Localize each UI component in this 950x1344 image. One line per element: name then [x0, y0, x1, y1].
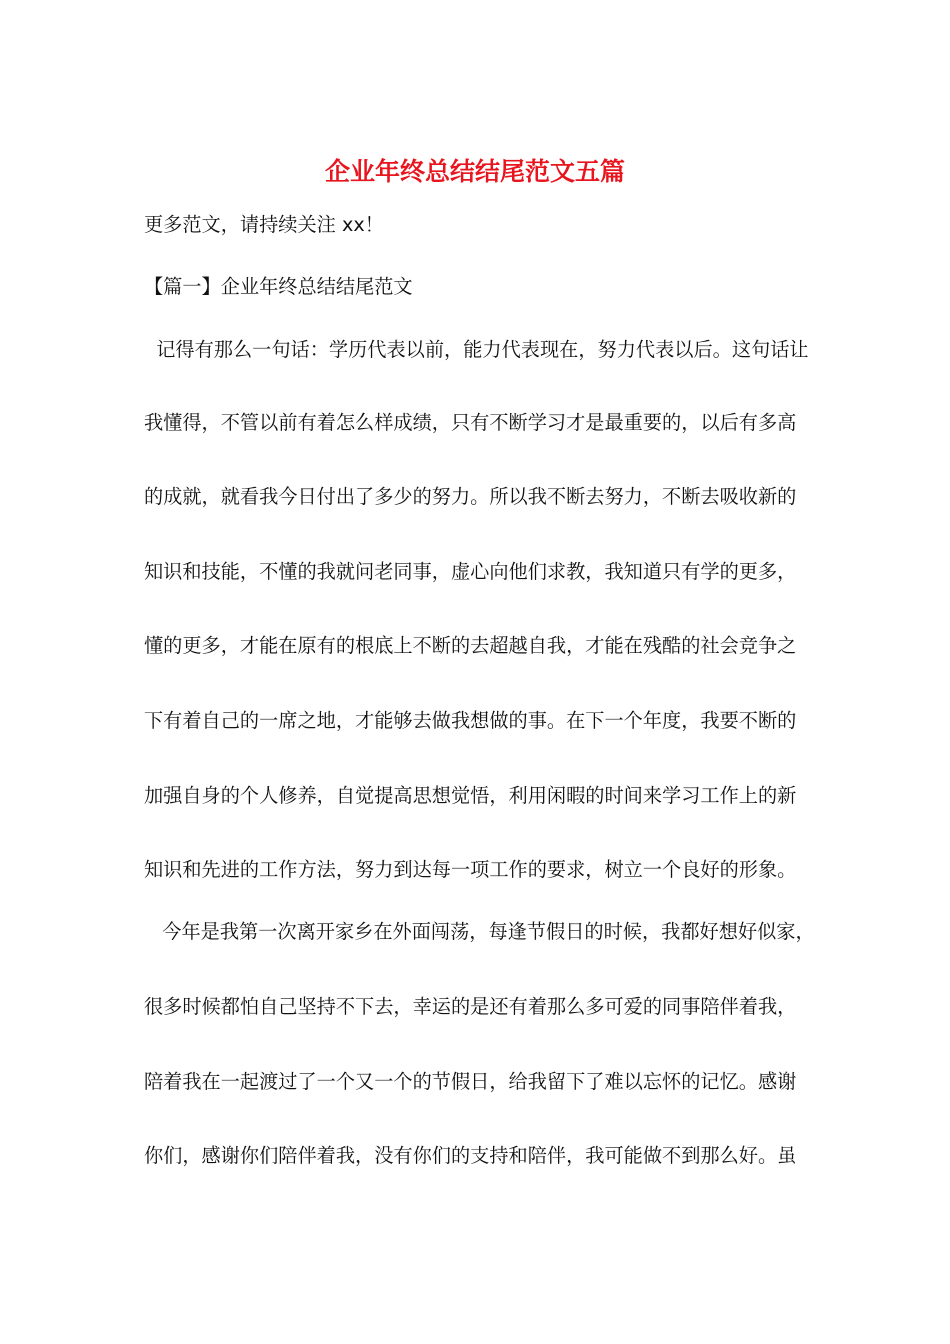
intro-text: 更多范文，请持续关注 xx！	[144, 213, 384, 236]
body-line: 陪着我在一起渡过了一个又一个的节假日，给我留下了难以忘怀的记忆。感谢	[144, 1070, 797, 1093]
body-line: 知识和先进的工作方法，努力到达每一项工作的要求，树立一个良好的形象。	[144, 858, 797, 881]
document-title: 企业年终总结结尾范文五篇	[324, 157, 625, 186]
body-line: 今年是我第一次离开家乡在外面闯荡，每逢节假日的时候，我都好想好似家，	[144, 920, 815, 943]
body-line: 记得有那么一句话：学历代表以前，能力代表现在，努力代表以后。这句话让	[144, 338, 809, 361]
body-line: 懂的更多，才能在原有的根底上不断的去超越自我，才能在残酷的社会竞争之	[144, 634, 797, 657]
body-line: 下有着自己的一席之地，才能够去做我想做的事。在下一个年度，我要不断的	[144, 709, 797, 732]
body-line: 很多时候都怕自己坚持不下去，幸运的是还有着那么多可爱的同事陪伴着我，	[144, 995, 797, 1018]
body-line: 加强自身的个人修养，自觉提高思想觉悟，利用闲暇的时间来学习工作上的新	[144, 784, 797, 807]
body-line: 的成就，就看我今日付出了多少的努力。所以我不断去努力，不断去吸收新的	[144, 485, 797, 508]
body-line: 知识和技能，不懂的我就问老同事，虚心向他们求教，我知道只有学的更多，	[144, 560, 797, 583]
body-line: 我懂得，不管以前有着怎么样成绩，只有不断学习才是最重要的，以后有多高	[144, 411, 797, 434]
body-line: 你们，感谢你们陪伴着我，没有你们的支持和陪伴，我可能做不到那么好。虽	[144, 1144, 797, 1167]
section-heading: 【篇一】企业年终总结结尾范文	[144, 275, 413, 298]
